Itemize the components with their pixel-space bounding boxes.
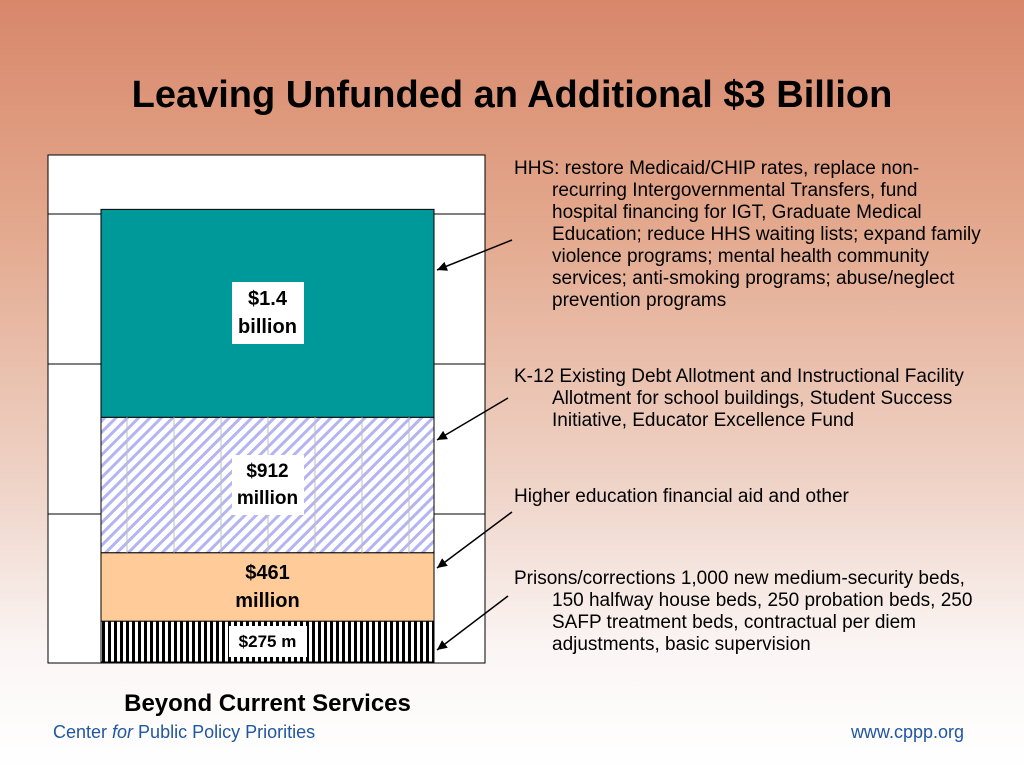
footer-url[interactable]: www.cppp.org (850, 722, 964, 742)
description-k12: K-12 Existing Debt Allotment and Instructional Facility Allotment for school buildings, Student Success Initiative, Educator Excellence Fund (514, 366, 964, 431)
footer-org-post: Public Policy Priorities (133, 722, 316, 742)
slide-title: Leaving Unfunded an Additional $3 Billion (131, 74, 893, 116)
data-label-higher-ed: $461 million (235, 561, 300, 612)
footer-org-pre: Center (53, 722, 113, 742)
description-higher-ed: Higher education financial aid and other (514, 486, 849, 507)
data-label-prisons: $275 m (229, 626, 307, 657)
data-label-k12: $912 million (232, 455, 304, 515)
data-label-hhs: $1.4 billion (232, 282, 304, 344)
footer-organization (53, 722, 315, 743)
x-axis-label: Beyond Current Services (124, 690, 411, 717)
description-prisons: Prisons/corrections 1,000 new medium-security beds, 150 halfway house beds, 250 probation beds, 250 SAFP treatment beds, contractual per diem adjustments, basic supervision (514, 568, 973, 655)
footer-org-italic: for (112, 722, 134, 742)
description-hhs: HHS: restore Medicaid/CHIP rates, replace non-recurring Intergovernmental Transfers, fund hospital financing for IGT, Graduate Medical Education; reduce HHS waiting lists; expand family violence programs; mental health community services; anti-smoking programs; abuse/neglect prevention programs (514, 158, 981, 311)
